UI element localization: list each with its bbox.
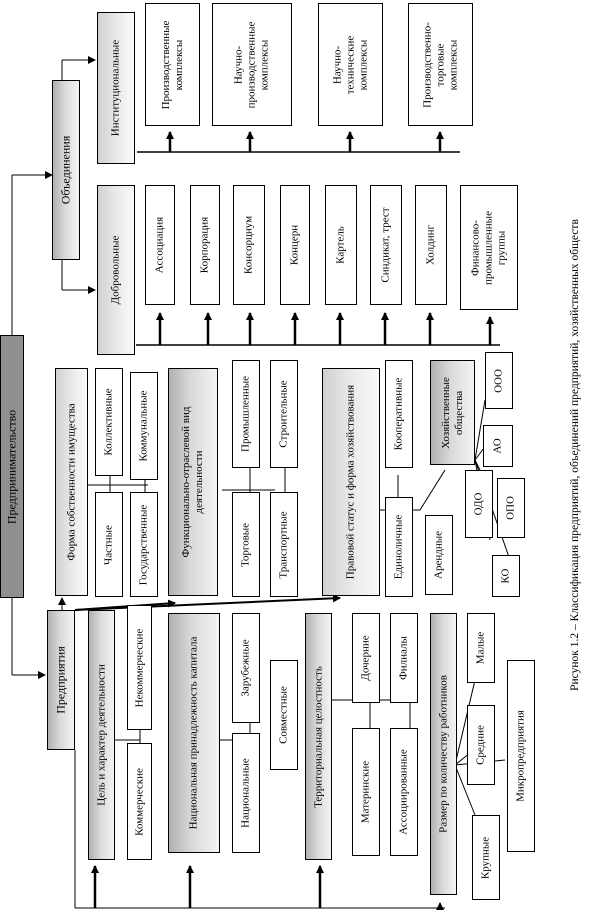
research-technical-label: Научно- технические комплексы — [331, 35, 369, 94]
sole-box — [385, 497, 413, 597]
construction-box — [270, 360, 298, 468]
root-label: Предпринимательство — [4, 409, 19, 524]
goal-box — [88, 610, 115, 860]
associated-label: Ассоциированные — [397, 749, 410, 835]
cartel-label: Картель — [334, 226, 347, 264]
micro-label: Микропредприятия — [514, 710, 527, 802]
communal-box — [130, 372, 158, 480]
figure-caption: Рисунок 1.2 – Классификация предприятий, объединений предприятий, хозяйственных обществ — [569, 219, 581, 691]
collective-box — [95, 368, 123, 476]
nationality-box — [168, 613, 220, 853]
territory-title: Территориальная целостность — [312, 665, 324, 808]
trade-box — [232, 492, 260, 597]
societies-title: Хозяйственные общества — [439, 376, 465, 449]
research-production-box — [212, 3, 292, 126]
legal-box — [322, 368, 380, 596]
ownership-box — [55, 368, 88, 596]
national-box — [232, 733, 260, 853]
collective-label: Коллективные — [102, 388, 115, 456]
lp-label: КО — [499, 568, 512, 584]
legal-title: Правовой статус и форма хозяйствования — [344, 384, 357, 580]
production-complex-box — [145, 3, 200, 126]
small-label: Малые — [474, 631, 487, 665]
alc-label: ОДО — [472, 492, 485, 516]
cooperative-box — [385, 360, 413, 468]
corporation-box — [190, 185, 220, 305]
production-trade-label: Производственно- торговые комплексы — [421, 21, 459, 108]
llc-label: ООО — [492, 368, 505, 393]
industrial-box — [232, 360, 260, 468]
societies-box — [430, 360, 475, 465]
consortium-label: Консорциум — [242, 215, 255, 275]
voluntary-box — [97, 185, 135, 355]
private-label: Частные — [102, 524, 115, 565]
consortium-box — [233, 185, 265, 305]
associated-box — [390, 728, 418, 856]
associations-box — [52, 80, 80, 260]
joint-label: Совместные — [277, 686, 290, 744]
branches-label: Филиалы — [397, 636, 410, 680]
jsc-box — [483, 425, 513, 467]
llc-box — [485, 352, 513, 409]
holding-label: Холдинг — [424, 225, 437, 265]
enterprises-label: Предприятия — [53, 646, 68, 714]
lease-box — [425, 515, 453, 595]
alc-box — [465, 470, 493, 538]
foreign-label: Зарубежные — [239, 639, 252, 697]
state-label: Государственные — [137, 504, 150, 585]
concern-label: Концерн — [288, 224, 301, 266]
corporation-label: Корпорация — [198, 216, 211, 274]
micro-box — [507, 660, 535, 852]
gp-label: ОПО — [504, 496, 517, 520]
commercial-box — [127, 743, 152, 860]
research-technical-box — [318, 3, 383, 126]
foreign-box — [232, 613, 260, 723]
size-title: Размер по количеству работников — [437, 675, 449, 833]
research-production-label: Научно- производственные комплексы — [232, 21, 271, 108]
production-trade-box — [408, 3, 473, 126]
large-label: Крупные — [479, 836, 492, 879]
gp-box — [497, 478, 525, 538]
holding-box — [415, 185, 447, 305]
noncommercial-label: Некоммерческие — [133, 628, 145, 707]
medium-box — [467, 705, 495, 785]
state-box — [130, 492, 158, 597]
fig-label: Финансово- промышленные группы — [469, 210, 508, 285]
joint-box — [270, 660, 298, 770]
commercial-label: Коммерческие — [133, 767, 145, 836]
noncommercial-box — [127, 605, 152, 730]
trade-label: Торговые — [239, 522, 252, 567]
transport-box — [270, 492, 298, 597]
communal-label: Коммунальные — [137, 390, 150, 462]
ownership-title: Форма собственности имущества — [65, 403, 77, 561]
enterprises-box — [47, 610, 75, 750]
fig-box — [460, 185, 518, 310]
sole-label: Единоличные — [392, 514, 405, 580]
syndicate-box — [370, 185, 402, 305]
production-complex-label: Производственные комплексы — [159, 20, 185, 109]
nationality-title: Национальная принадлежность капитала — [187, 636, 200, 830]
cartel-box — [325, 185, 357, 305]
industrial-label: Промышленные — [239, 376, 252, 452]
jsc-label: АО — [491, 438, 504, 454]
parent-label: Материнские — [359, 760, 372, 824]
voluntary-title: Добровольные — [109, 235, 122, 305]
industry-title: Функционально-отраслевой вид деятельности — [180, 406, 205, 558]
lease-label: Арендные — [432, 531, 445, 579]
goal-title: Цель и характер деятельности — [95, 664, 107, 806]
association-label: Ассоциация — [153, 216, 166, 274]
syndicate-label: Синдикат, трест — [379, 207, 392, 283]
large-box — [472, 815, 500, 900]
concern-box — [280, 185, 310, 305]
institutional-title: Институциональные — [109, 39, 122, 137]
association-box — [145, 185, 175, 305]
industry-box — [168, 368, 218, 596]
transport-label: Транспортные — [277, 510, 290, 579]
construction-label: Строительные — [277, 380, 290, 448]
root-box — [0, 335, 24, 598]
national-label: Национальные — [239, 758, 252, 828]
size-box — [430, 613, 457, 895]
branches-box — [390, 613, 418, 703]
cooperative-label: Кооперативные — [392, 377, 405, 451]
subsidiary-box — [352, 613, 380, 703]
subsidiary-label: Дочерние — [359, 635, 372, 681]
institutional-box — [97, 12, 135, 164]
small-box — [467, 613, 495, 683]
parent-box — [352, 728, 380, 856]
associations-label: Объединения — [58, 135, 73, 205]
territory-box — [305, 613, 332, 860]
medium-label: Средние — [474, 725, 487, 765]
lp-box — [492, 555, 520, 597]
private-box — [95, 492, 123, 597]
